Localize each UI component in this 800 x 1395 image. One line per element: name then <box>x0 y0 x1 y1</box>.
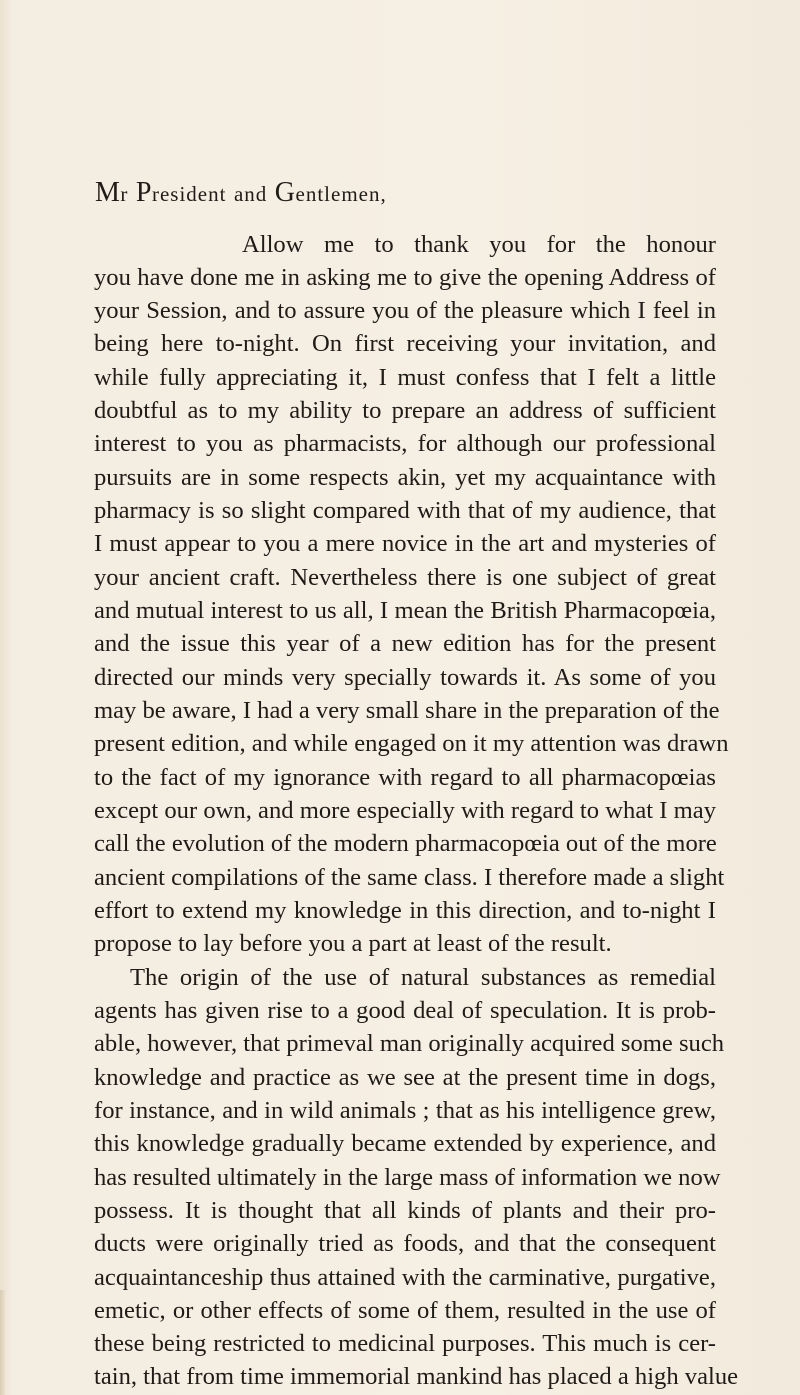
text-line: pursuits are in some respects akin, yet my acquaintance with <box>94 464 716 491</box>
text-line: knowledge and practice as we see at the present time in dogs, <box>94 1064 716 1091</box>
text-line: these being restricted to medicinal purposes. This much is cer- <box>94 1330 716 1357</box>
text-line: emetic, or other effects of some of them, resulted in the use of <box>94 1297 716 1324</box>
text-line: your Session, and to assure you of the pleasure which I feel in <box>94 297 716 324</box>
salutation-word-4-cap: G <box>274 177 296 208</box>
salutation-word-3: and <box>233 182 268 206</box>
text-line: doubtful as to my ability to prepare an address of sufficient <box>94 397 716 424</box>
text-line: being here to-night. On first receiving your invitation, and <box>94 330 716 357</box>
text-line: tain, that from time immemorial mankind has placed a high value <box>94 1363 739 1390</box>
text-line: and the issue this year of a new edition has for the present <box>94 630 716 657</box>
text-line: effort to extend my knowledge in this direction, and to-night I <box>94 897 716 924</box>
text-line: to the fact of my ignorance with regard to all pharmacopœias <box>94 764 716 791</box>
text-line: this knowledge gradually became extended by experience, and <box>94 1130 716 1157</box>
text-line: your ancient craft. Nevertheless there is one subject of great <box>94 564 716 591</box>
text-line: and mutual interest to us all, I mean the British Pharmacopœia, <box>94 597 716 624</box>
salutation-word-2-rest: resident <box>151 182 227 206</box>
salutation-word-4-rest: entlemen, <box>295 182 387 206</box>
text-line: except our own, and more especially with regard to what I may <box>94 797 716 824</box>
text-line: propose to lay before you a part at least of the result. <box>94 930 612 957</box>
text-line: pharmacy is so slight compared with that of my audience, that <box>94 497 716 524</box>
text-line: I must appear to you a mere novice in the art and mysteries of <box>94 530 716 557</box>
page-edge-shadow <box>0 1290 6 1395</box>
text-line: able, however, that primeval man originally acquired some such <box>94 1030 725 1057</box>
text-line: possess. It is thought that all kinds of plants and their pro- <box>94 1197 716 1224</box>
text-line: while fully appreciating it, I must confess that I felt a little <box>94 364 716 391</box>
text-line: interest to you as pharmacists, for although our professional <box>94 430 716 457</box>
text-line: The origin of the use of natural substances as remedial <box>130 964 716 991</box>
text-line: call the evolution of the modern pharmacopœia out of the more <box>94 830 717 857</box>
text-line: agents has given rise to a good deal of speculation. It is prob- <box>94 997 716 1024</box>
salutation-word-2-cap: P <box>135 177 152 208</box>
text-line: ducts were originally tried as foods, and that the consequent <box>94 1230 716 1257</box>
text-line: present edition, and while engaged on it my attention was drawn <box>94 730 729 757</box>
text-line: has resulted ultimately in the large mass of information we now <box>94 1164 721 1191</box>
salutation-word-1-rest: r <box>120 182 129 206</box>
text-line: you have done me in asking me to give the opening Address of <box>94 264 716 291</box>
salutation-heading <box>95 175 387 212</box>
text-line: Allow me to thank you for the honour <box>242 231 716 258</box>
text-line: acquaintanceship thus attained with the carminative, purgative, <box>94 1264 716 1291</box>
text-line: ancient compilations of the same class. I therefore made a slight <box>94 864 725 891</box>
text-line: may be aware, I had a very small share in the preparation of the <box>94 697 720 724</box>
text-line: for instance, and in wild animals ; that as his intelligence grew, <box>94 1097 716 1124</box>
salutation-word-1-cap: M <box>95 177 121 208</box>
text-line: directed our minds very specially towards it. As some of you <box>94 664 716 691</box>
